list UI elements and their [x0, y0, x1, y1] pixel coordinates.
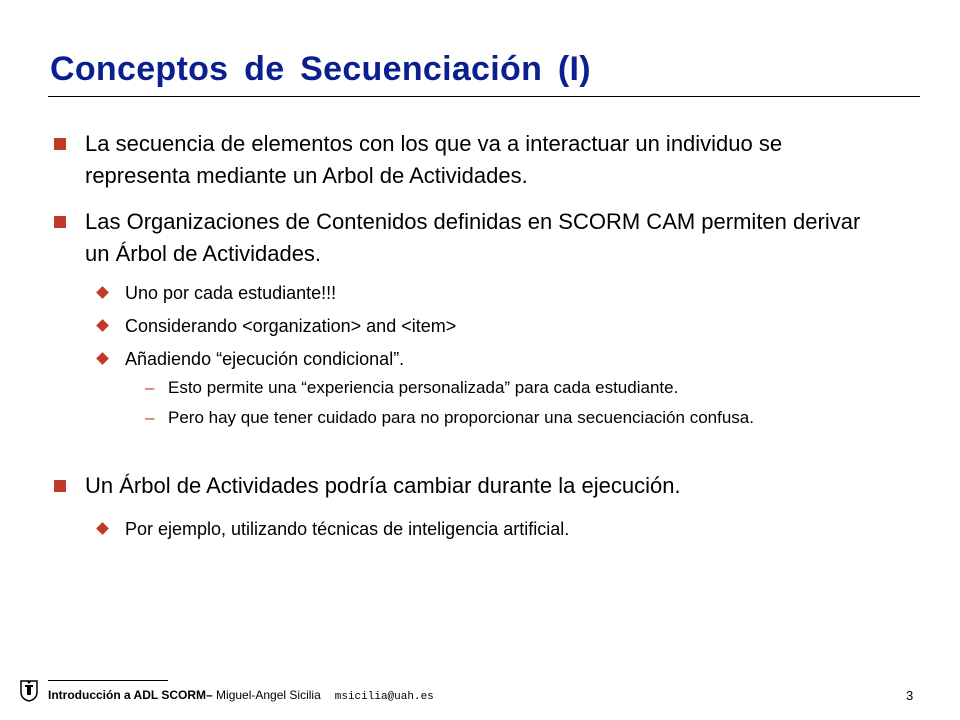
diamond-bullet-icon — [96, 522, 109, 535]
footer — [48, 688, 434, 703]
page-number: 3 — [906, 688, 914, 703]
diamond-bullet-icon — [96, 286, 109, 299]
footer-separator: – — [206, 688, 213, 702]
sub-bullet-2-text: Considerando <organization> and <item> — [125, 316, 457, 336]
sub-sub-bullet-1-text: Esto permite una “experiencia personalizada” para cada estudiante. — [168, 378, 679, 397]
sub-sub-bullet-2-text: Pero hay que tener cuidado para no proporcionar una secuenciación confusa. — [168, 408, 754, 427]
footer-author: Miguel-Angel Sicilia — [212, 688, 321, 702]
footer-email: msicilia@uah.es — [334, 691, 434, 703]
square-bullet-icon — [54, 138, 66, 150]
dash-bullet-icon: – — [145, 408, 155, 427]
university-seal-icon — [18, 678, 40, 702]
sub-bullet-4-text: Por ejemplo, utilizando técnicas de inteligencia artificial. — [125, 519, 570, 539]
slide-title: Conceptos de Secuenciación (I) — [50, 50, 591, 88]
square-bullet-icon — [54, 216, 66, 228]
dash-bullet-icon: – — [145, 378, 155, 397]
bullet-1-text: La secuencia de elementos con los que va a interactuar un individuo se representa mediante un Arbol de Actividades. — [85, 131, 783, 188]
sub-bullet-3-text: Añadiendo “ejecución condicional”. — [125, 349, 405, 369]
diamond-bullet-icon — [96, 319, 109, 332]
diamond-bullet-icon — [96, 352, 109, 365]
square-bullet-icon — [54, 480, 66, 492]
sub-bullet-1-text: Uno por cada estudiante!!! — [125, 283, 337, 303]
bullet-3-text: Un Árbol de Actividades podría cambiar durante la ejecución. — [85, 473, 681, 498]
footer-rule — [48, 680, 168, 681]
footer-course: Introducción a ADL SCORM — [48, 688, 207, 702]
bullet-2-text: Las Organizaciones de Contenidos definidas en SCORM CAM permiten derivar un Árbol de Actividades. — [85, 209, 861, 266]
